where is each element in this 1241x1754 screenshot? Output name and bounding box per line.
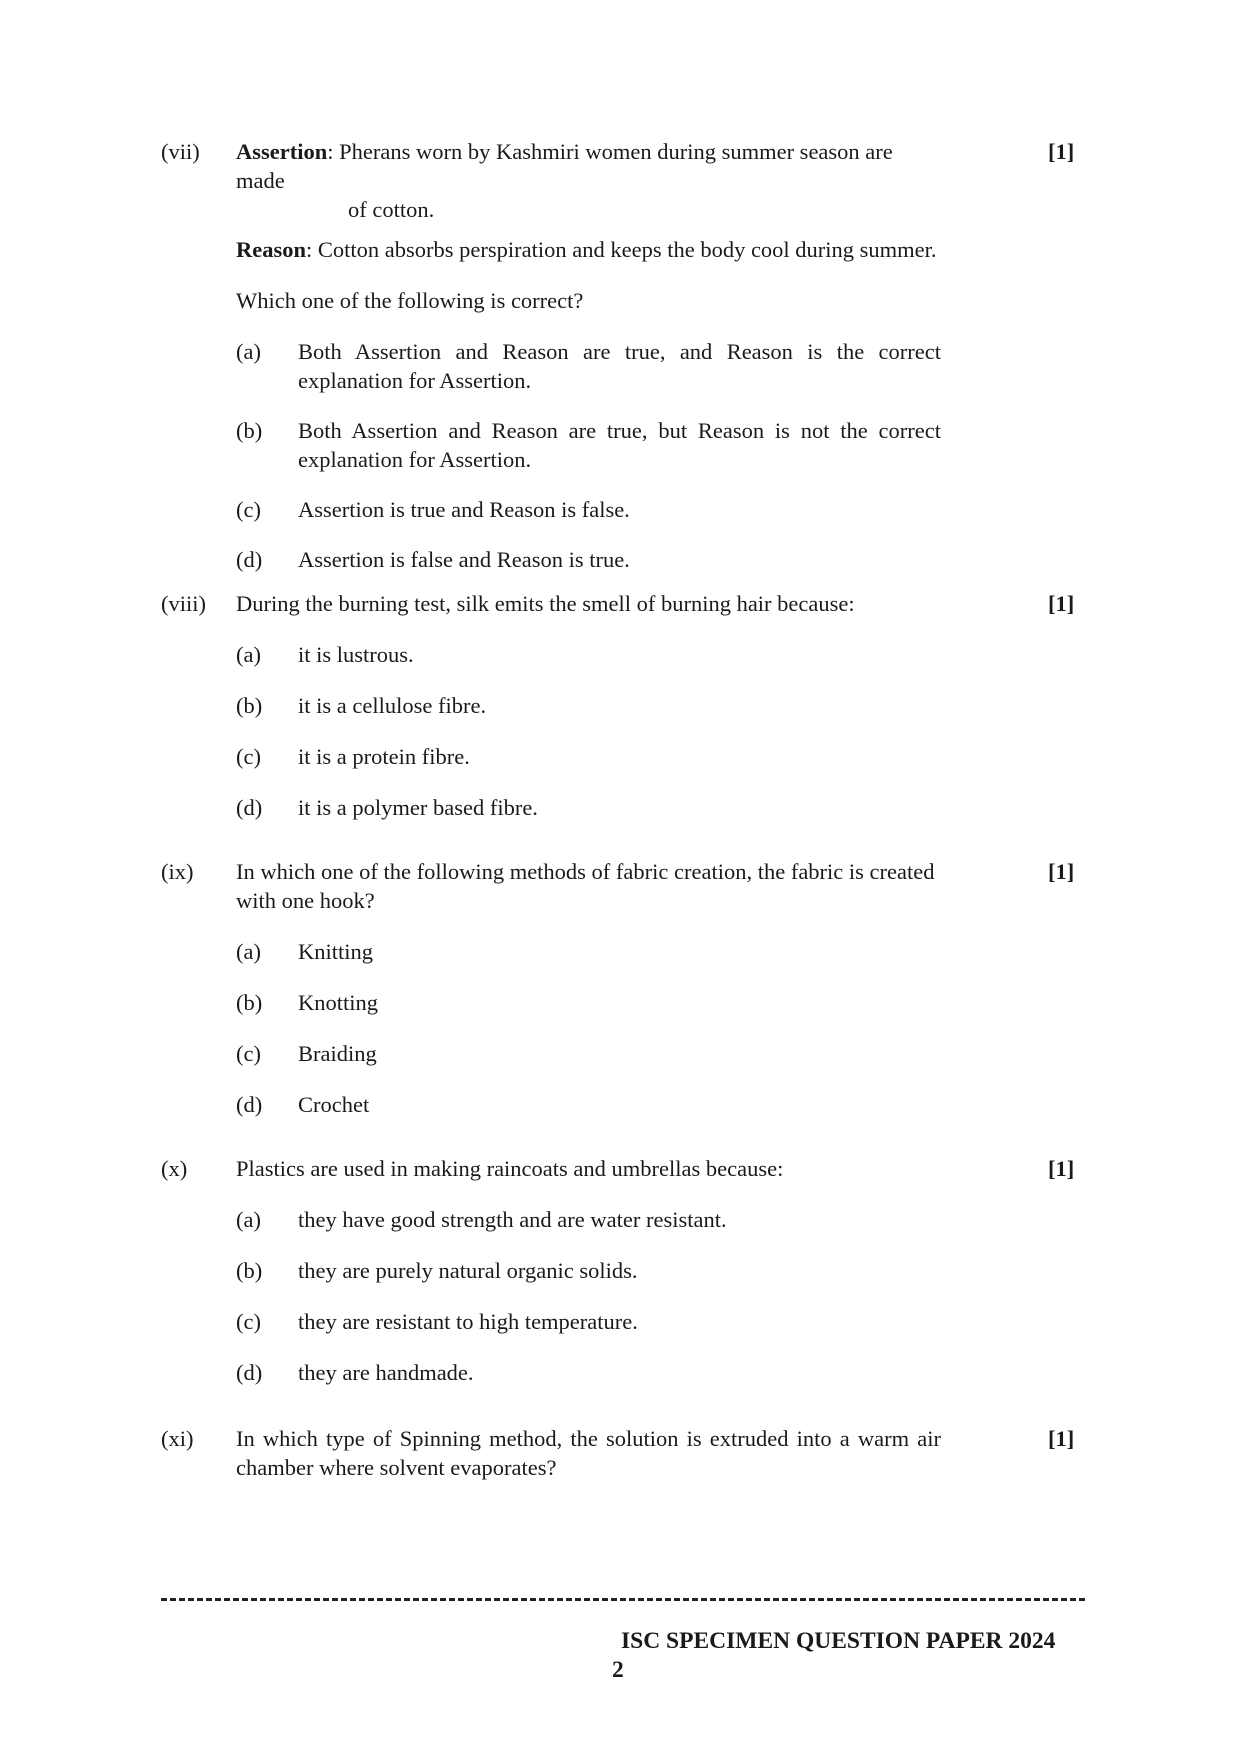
option-label: (b) [236,418,263,443]
reason-text: : Cotton absorbs perspiration and keeps the body cool during summer. [306,237,937,262]
option [236,337,941,395]
option-text: Assertion is true and Reason is false. [298,497,630,522]
option [236,742,941,771]
option-text: Braiding [298,1041,377,1066]
question-marks: [1] [1048,1156,1075,1181]
reason-label: Reason [236,237,307,262]
question-number: (vii) [161,139,200,164]
option-label: (d) [236,547,263,572]
option-text: Crochet [298,1092,370,1117]
option [236,793,941,822]
question-text: In which type of Spinning method, the solution is extruded into a warm air chamber where solvent evaporates? [236,1426,941,1480]
option-label: (b) [236,990,263,1015]
question-xi [161,1424,1081,1482]
option-label: (a) [236,642,261,667]
question-number: (viii) [161,591,206,616]
option-text: it is a protein fibre. [298,744,470,769]
question-number: (xi) [161,1426,194,1451]
question-x [161,1154,1081,1387]
option [236,937,941,966]
option-text: they are handmade. [298,1360,474,1385]
assertion-label: Assertion [236,139,328,164]
page-number: 2 [612,1657,624,1683]
option-label: (d) [236,795,263,820]
question-text: Plastics are used in making raincoats and umbrellas because: [236,1156,784,1181]
option-label: (c) [236,1309,261,1334]
question-marks: [1] [1048,591,1075,616]
option [236,988,941,1017]
reason [236,235,941,264]
option [236,1090,941,1119]
question-text: In which one of the following methods of fabric creation, the fabric is created with one hook? [236,859,935,913]
question-vii [161,137,1081,574]
option-label: (c) [236,1041,261,1066]
question-marks: [1] [1048,1426,1075,1451]
option [236,1256,941,1285]
option-text: it is lustrous. [298,642,414,667]
option [236,1307,941,1336]
question-ix [161,857,1081,1119]
question-text: During the burning test, silk emits the smell of burning hair because: [236,591,855,616]
option [236,1358,941,1387]
option-text: they are resistant to high temperature. [298,1309,638,1334]
option-label: (b) [236,1258,263,1283]
footer-title: ISC SPECIMEN QUESTION PAPER 2024 [621,1628,1056,1654]
option-text: it is a polymer based fibre. [298,795,538,820]
option [236,1205,941,1234]
assertion [236,137,941,224]
option [236,1039,941,1068]
option-label: (c) [236,497,261,522]
option-label: (d) [236,1360,263,1385]
option-label: (d) [236,1092,263,1117]
option-text: they have good strength and are water resistant. [298,1207,727,1232]
question-number: (ix) [161,859,194,884]
question-prompt: Which one of the following is correct? [236,288,584,313]
assertion-text-line1: : Pherans worn by Kashmiri women during summer season are made [236,139,893,193]
assertion-text-line2: of cotton. [348,197,435,222]
question-marks: [1] [1048,859,1075,884]
option-text: Assertion is false and Reason is true. [298,547,630,572]
option-text: Both Assertion and Reason are true, and Reason is the correct explanation for Assertion. [298,339,941,393]
option-label: (b) [236,693,263,718]
option [236,640,941,669]
option [236,691,941,720]
question-viii [161,589,1081,822]
option-text: they are purely natural organic solids. [298,1258,638,1283]
option-label: (c) [236,744,261,769]
footer-divider [161,1598,1085,1601]
option-text: Knitting [298,939,374,964]
option-label: (a) [236,339,261,364]
option-text: it is a cellulose fibre. [298,693,487,718]
option [236,495,941,524]
option-label: (a) [236,1207,261,1232]
question-marks: [1] [1048,139,1075,164]
option-text: Knotting [298,990,379,1015]
option-text: Both Assertion and Reason are true, but Reason is not the correct explanation for Assertion. [298,418,941,472]
option [236,545,941,574]
option [236,416,941,474]
question-number: (x) [161,1156,188,1181]
option-label: (a) [236,939,261,964]
